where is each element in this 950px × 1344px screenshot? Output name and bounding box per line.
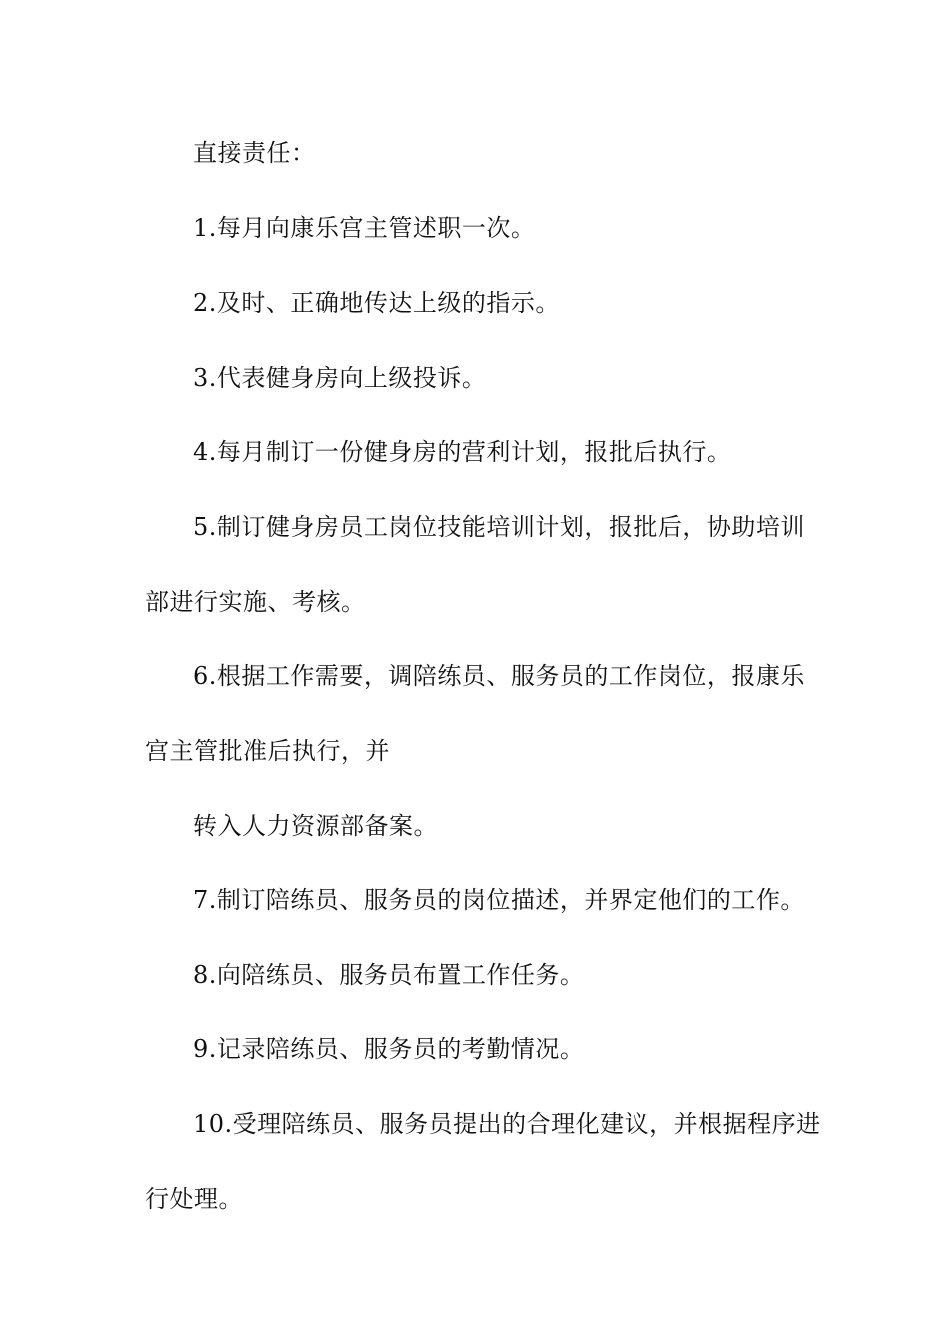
paragraph-line: 部进行实施、考核。 (145, 588, 366, 616)
paragraph-line: 6.根据工作需要，调陪练员、服务员的工作岗位，报康乐 (193, 662, 805, 690)
paragraph-line: 10.受理陪练员、服务员提出的合理化建议，并根据程序进 (193, 1110, 821, 1138)
paragraph-line: 4.每月制订一份健身房的营利计划，报批后执行。 (193, 438, 732, 466)
paragraph-line: 7.制订陪练员、服务员的岗位描述，并界定他们的工作。 (193, 886, 805, 914)
paragraph-line: 1.每月向康乐宫主管述职一次。 (193, 214, 536, 242)
paragraph-line: 2.及时、正确地传达上级的指示。 (193, 289, 560, 317)
paragraph-line: 宫主管批准后执行，并 (145, 737, 390, 765)
section-heading: 直接责任： (193, 139, 316, 167)
paragraph-line: 行处理。 (145, 1185, 243, 1213)
paragraph-line: 3.代表健身房向上级投诉。 (193, 364, 487, 392)
paragraph-line: 5.制订健身房员工岗位技能培训计划，报批后，协助培训 (193, 513, 805, 541)
paragraph-line: 9.记录陪练员、服务员的考勤情况。 (193, 1035, 585, 1063)
paragraph-line: 转入人力资源部备案。 (193, 812, 438, 840)
paragraph-line: 8.向陪练员、服务员布置工作任务。 (193, 961, 585, 989)
